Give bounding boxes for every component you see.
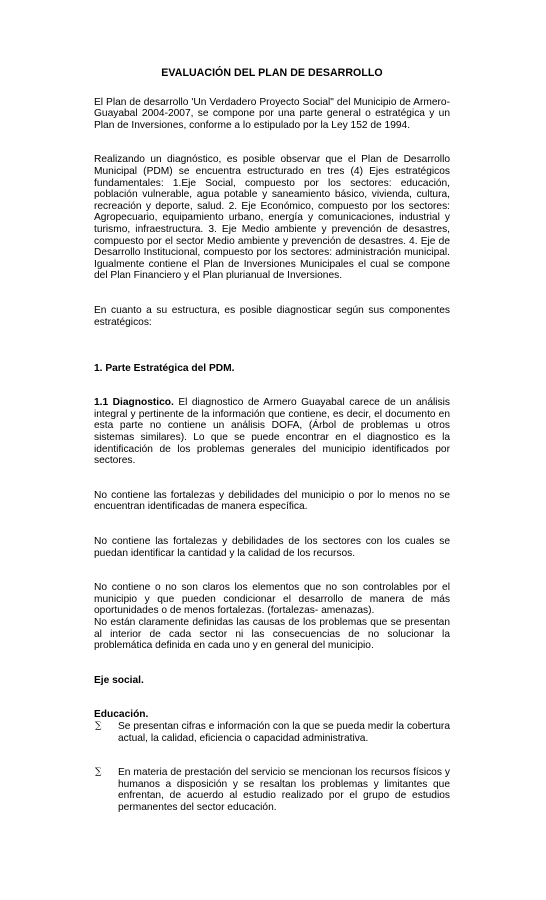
list-item	[94, 767, 450, 813]
diagnostico-paragraph	[94, 397, 450, 467]
spacer	[94, 351, 450, 363]
spacer	[94, 513, 450, 536]
sigma-bullet-icon: ∑	[95, 767, 102, 778]
section-heading: 1. Parte Estratégica del PDM.	[94, 362, 235, 374]
spacer	[94, 328, 450, 351]
document-page	[94, 68, 450, 814]
elementos-paragraph: No contiene o no son claros los elementos que no son controlables por el municipio y que pueden condicionar el desarrollo de manera de más oportunidades o de menos fortalezas. (fortalezas- amenazas).	[94, 582, 450, 617]
list-item-text: Se presentan cifras e información con la que se pueda medir la cobertura actual, la calidad, eficiencia o capacidad administrativa.	[118, 720, 450, 744]
spacer	[94, 131, 450, 154]
spacer	[94, 559, 450, 582]
fortalezas-sectores-paragraph: No contiene las fortalezas y debilidades de los sectores con los cuales se puedan identificar la cantidad y la calidad de los recursos.	[94, 536, 450, 559]
spacer	[94, 652, 450, 675]
spacer	[94, 744, 450, 767]
eje-social-heading: Eje social.	[94, 674, 144, 686]
document-title: EVALUACIÓN DEL PLAN DE DESARROLLO	[161, 67, 383, 79]
sigma-bullet-icon: ∑	[95, 720, 102, 731]
list-item-text: En materia de prestación del servicio se mencionan los recursos físicos y humanos a disposición y se resaltan los problemas y limitantes que enfrentan, de acuerdo al estudio realizado por el grupo de estudios permanentes del sector educación.	[118, 767, 450, 813]
spacer	[94, 686, 450, 709]
fortalezas-municipio-paragraph: No contiene las fortalezas y debilidades del municipio o por lo menos no se encuentran identificadas de manera específica.	[94, 489, 450, 513]
diagnosis-paragraph: Realizando un diagnóstico, es posible observar que el Plan de Desarrollo Municipal (PDM) se encuentra estructurado en tres (4) Ejes estratégicos fundamentales: 1.Eje Social, compuesto por los sectores: educación, población vulnerable, agua potable y saneamiento básico, vivienda, cultura, recreación y deporte, salud. 2. Eje Económico, compuesto por los sectores: Agropecuario, equipamiento urbano, energía y comunicaciones, industrial y turismo, infraestructura. 3. Eje Medio ambiente y prevención de desastres, compuesto por el sector Medio ambiente y prevención de desastres. 4. Eje de Desarrollo Institucional, compuesto por los sectores: administración municipal. Igualmente contiene el Plan de Inversiones Municipales el cual se compone del Plan Financiero y el Plan plurianual de Inversiones.	[94, 154, 450, 282]
causas-paragraph: No están claramente definidas las causas de los problemas que se presentan al interior de cada sector ni las consecuencias de no solucionar la problemática definida en cada uno y en general del municipio.	[94, 617, 450, 652]
spacer	[94, 467, 450, 490]
spacer	[94, 282, 450, 305]
educacion-heading: Educación.	[94, 709, 149, 721]
subsection-label: 1.1 Diagnostico.	[94, 397, 174, 409]
spacer	[94, 374, 450, 397]
subsection-text: El diagnostico de Armero Guayabal carece de un análisis integral y pertinente de la información que contiene, es decir, el documento en esta parte no contiene un análisis DOFA, (Árbol de problemas u otros sistemas similares). Lo que se puede encontrar en el diagnostico es la identificación de los problemas generales del municipio identificados por sectores.	[94, 397, 450, 467]
list-item	[94, 721, 450, 744]
structure-paragraph: En cuanto a su estructura, es posible diagnosticar según sus componentes estratégicos:	[94, 304, 450, 328]
intro-paragraph: El Plan de desarrollo 'Un Verdadero Proyecto Social" del Municipio de Armero-Guayabal 2004-2007, se compone por una parte general o estratégica y un Plan de Inversiones, conforme a lo estipulado por la Ley 152 de 1994.	[94, 96, 450, 131]
